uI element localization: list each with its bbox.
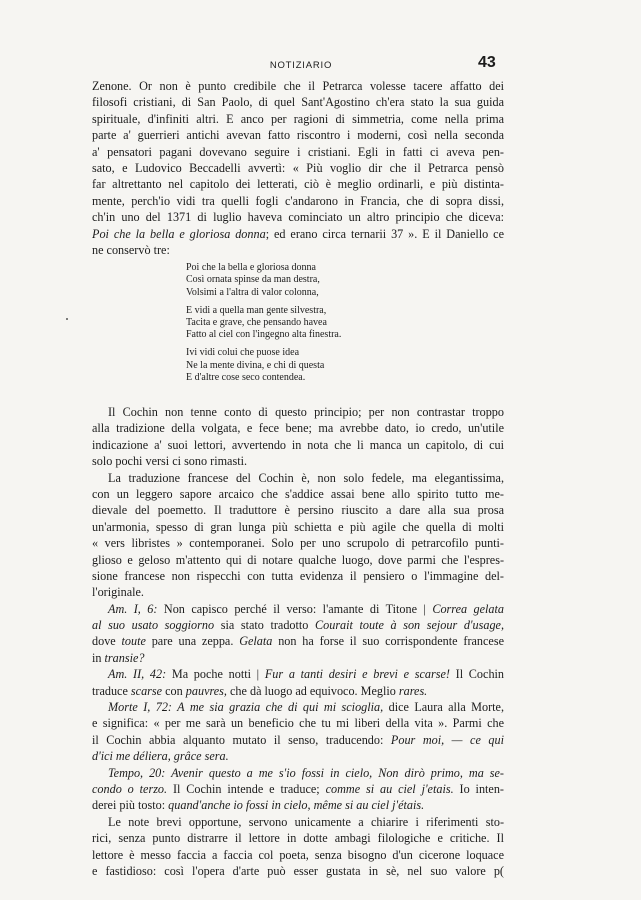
note-reference: Am. II, 42: xyxy=(108,667,167,682)
text-line: un'armonia, spesso di gran lunga più schietta e più agile che quella di molti xyxy=(92,519,504,534)
margin-speck xyxy=(66,318,68,320)
text-line: spirituale, d'infiniti altri. E anco per ragioni di simmetria, come nella prima xyxy=(92,111,504,126)
text-line: Il Cochin non tenne conto di questo principio; per non contrastar troppo xyxy=(108,404,504,419)
text-line: Am. I, 6: Non capisco perché il verso: l'amante di Titone | Correa gelata xyxy=(108,601,504,616)
verse-line: E d'altre cose seco contendea. xyxy=(186,371,306,383)
text-line: condo o terzo. Il Cochin intende e traduce; comme si au ciel j'etais. Io inten- xyxy=(92,781,504,796)
verse-line: Fatto al ciel con l'ingegno alta finestra. xyxy=(186,329,342,341)
text-line: dievale del poemetto. Il traduttore è persino riuscito a dare alla sua prosa xyxy=(92,503,504,518)
text-line: rici, senza punto distrarre il lettore in dotte ambagi filologiche e critiche. Il xyxy=(92,831,504,846)
note-reference: Am. I, 6: xyxy=(108,601,158,616)
text-line: « vers libristes » contemporanei. Solo per uno scrupolo di petrarcofilo punti- xyxy=(92,536,504,551)
text-line: l'originale. xyxy=(92,585,144,600)
text-line: in transie? xyxy=(92,650,145,665)
verse-quotation xyxy=(186,262,504,384)
quoted-incipit: Poi che la bella e gloriosa donna xyxy=(92,226,266,241)
text-line: Morte I, 72: A me sia grazia che di qui mi scioglia, dice Laura alla Morte, xyxy=(108,700,504,715)
text-line: ch'in uno del 1371 di luglio haveva cominciato un altro principio che diceva: xyxy=(92,210,504,225)
text-line: parte a' guerrieri antichi avevan fatto riscontro i moderni, così nella seconda xyxy=(92,128,504,143)
text-line: Zenone. Or non è punto credibile che il Petrarca volesse tacere affatto dei xyxy=(92,79,504,93)
body-text xyxy=(92,78,504,879)
verse-line: Tacita e grave, che pensando havea xyxy=(186,317,327,329)
text-line: dove toute pare una zeppa. Gelata non ha forse il suo corrispondente francese xyxy=(92,634,504,649)
text-line: glioso e geloso m'attento qui di notare qualche luogo, dove parmi che l'espres- xyxy=(92,552,504,567)
text-line: Poi che la bella e gloriosa donna; ed erano circa ternarii 37 ». E il Daniello ce xyxy=(92,226,504,241)
running-title: NOTIZIARIO xyxy=(269,60,333,71)
page-number: 43 xyxy=(478,54,496,71)
text-line: e fastidioso: così l'opera d'arte può esser gustata in sè, nel suo valore p( xyxy=(92,863,504,878)
verse-line: E vidi a quella man gente silvestra, xyxy=(186,304,327,316)
verse-line: Così ornata spinse da man destra, xyxy=(186,274,320,286)
text-line: sato, e Ludovico Beccadelli avvertì: « Più voglio dir che il Petrarca pensò xyxy=(92,160,504,175)
text-line: a' pensatori pagani dovevano seguire i cristiani. Egli in fatti ci aveva pen- xyxy=(92,144,504,159)
text-line: d'ici me déliera, grâce sera. xyxy=(92,749,229,764)
verse-line: Volsimi a l'altra di valor colonna, xyxy=(186,286,319,298)
text-line: alla tradizione della volgata, e fece bene; ma avrebbe dato, io credo, un'utile xyxy=(92,421,504,436)
text-line: traduce scarse con pauvres, che dà luogo ad equivoco. Meglio rares. xyxy=(92,683,428,698)
text-line: Le note brevi opportune, servono unicamente a chiarire i riferimenti sto- xyxy=(108,814,504,829)
verse-line: Poi che la bella e gloriosa donna xyxy=(186,262,316,274)
text-line: Am. II, 42: Ma poche notti | Fur a tanti desiri e brevi e scarse! Il Cochin xyxy=(108,667,504,682)
text-line: al suo usato soggiorno sia stato tradotto Courait toute à son sejour d'usage, xyxy=(92,618,504,633)
text-line: lettore è messo faccia a faccia col poeta, senza bisogno d'un cicerone loquace xyxy=(92,847,504,862)
text-line: sione francese non rispecchi con tutta evidenza il pensiero o l'immagine del- xyxy=(92,568,504,583)
text-line: ne conservò tre: xyxy=(92,242,170,257)
verse-line: Ivi vidi colui che puose idea xyxy=(186,347,300,359)
text-line: Tempo, 20: Avenir questo a me s'io fossi in cielo, Non dirò primo, ma se- xyxy=(108,765,504,780)
text-line: solo pochi versi ci sono rimasti. xyxy=(92,454,248,469)
text-line: La traduzione francese del Cochin è, non solo fedele, ma elegantissima, xyxy=(108,470,504,485)
text-line: filosofi cristiani, di San Paolo, di quel Sant'Agostino ch'era stato la sua guida xyxy=(92,95,504,110)
verse-line: Ne la mente divina, e chi di questa xyxy=(186,359,325,371)
note-reference: Tempo, 20: xyxy=(108,765,166,780)
note-reference: Morte I, 72: xyxy=(108,700,172,715)
text-line: derei più tosto: quand'anche io fossi in cielo, même si au ciel j'étais. xyxy=(92,798,425,813)
text-line: e significa: « per me sarà un beneficio che tu mi liberi della vita ». Parmi che xyxy=(92,716,504,731)
text-line: mente, perch'io vidi tra quelli fogli c'andarono in Francia, che di sopra dissi, xyxy=(92,193,504,208)
text-line: il Cochin abbia alquanto mutato il senso, traducendo: Pour moi, — ce qui xyxy=(92,732,504,747)
text-line: con un leggero sapore arcaico che s'addice assai bene allo spirito tutto me- xyxy=(92,486,504,501)
text-line: far altrettanto nel capitolo dei letterati, ciò è meglio ordinarli, e più distinta- xyxy=(92,177,504,192)
text-line: indicazione a' suoi lettori, avvertendo in nota che li manca un capitolo, di cui xyxy=(92,437,504,452)
